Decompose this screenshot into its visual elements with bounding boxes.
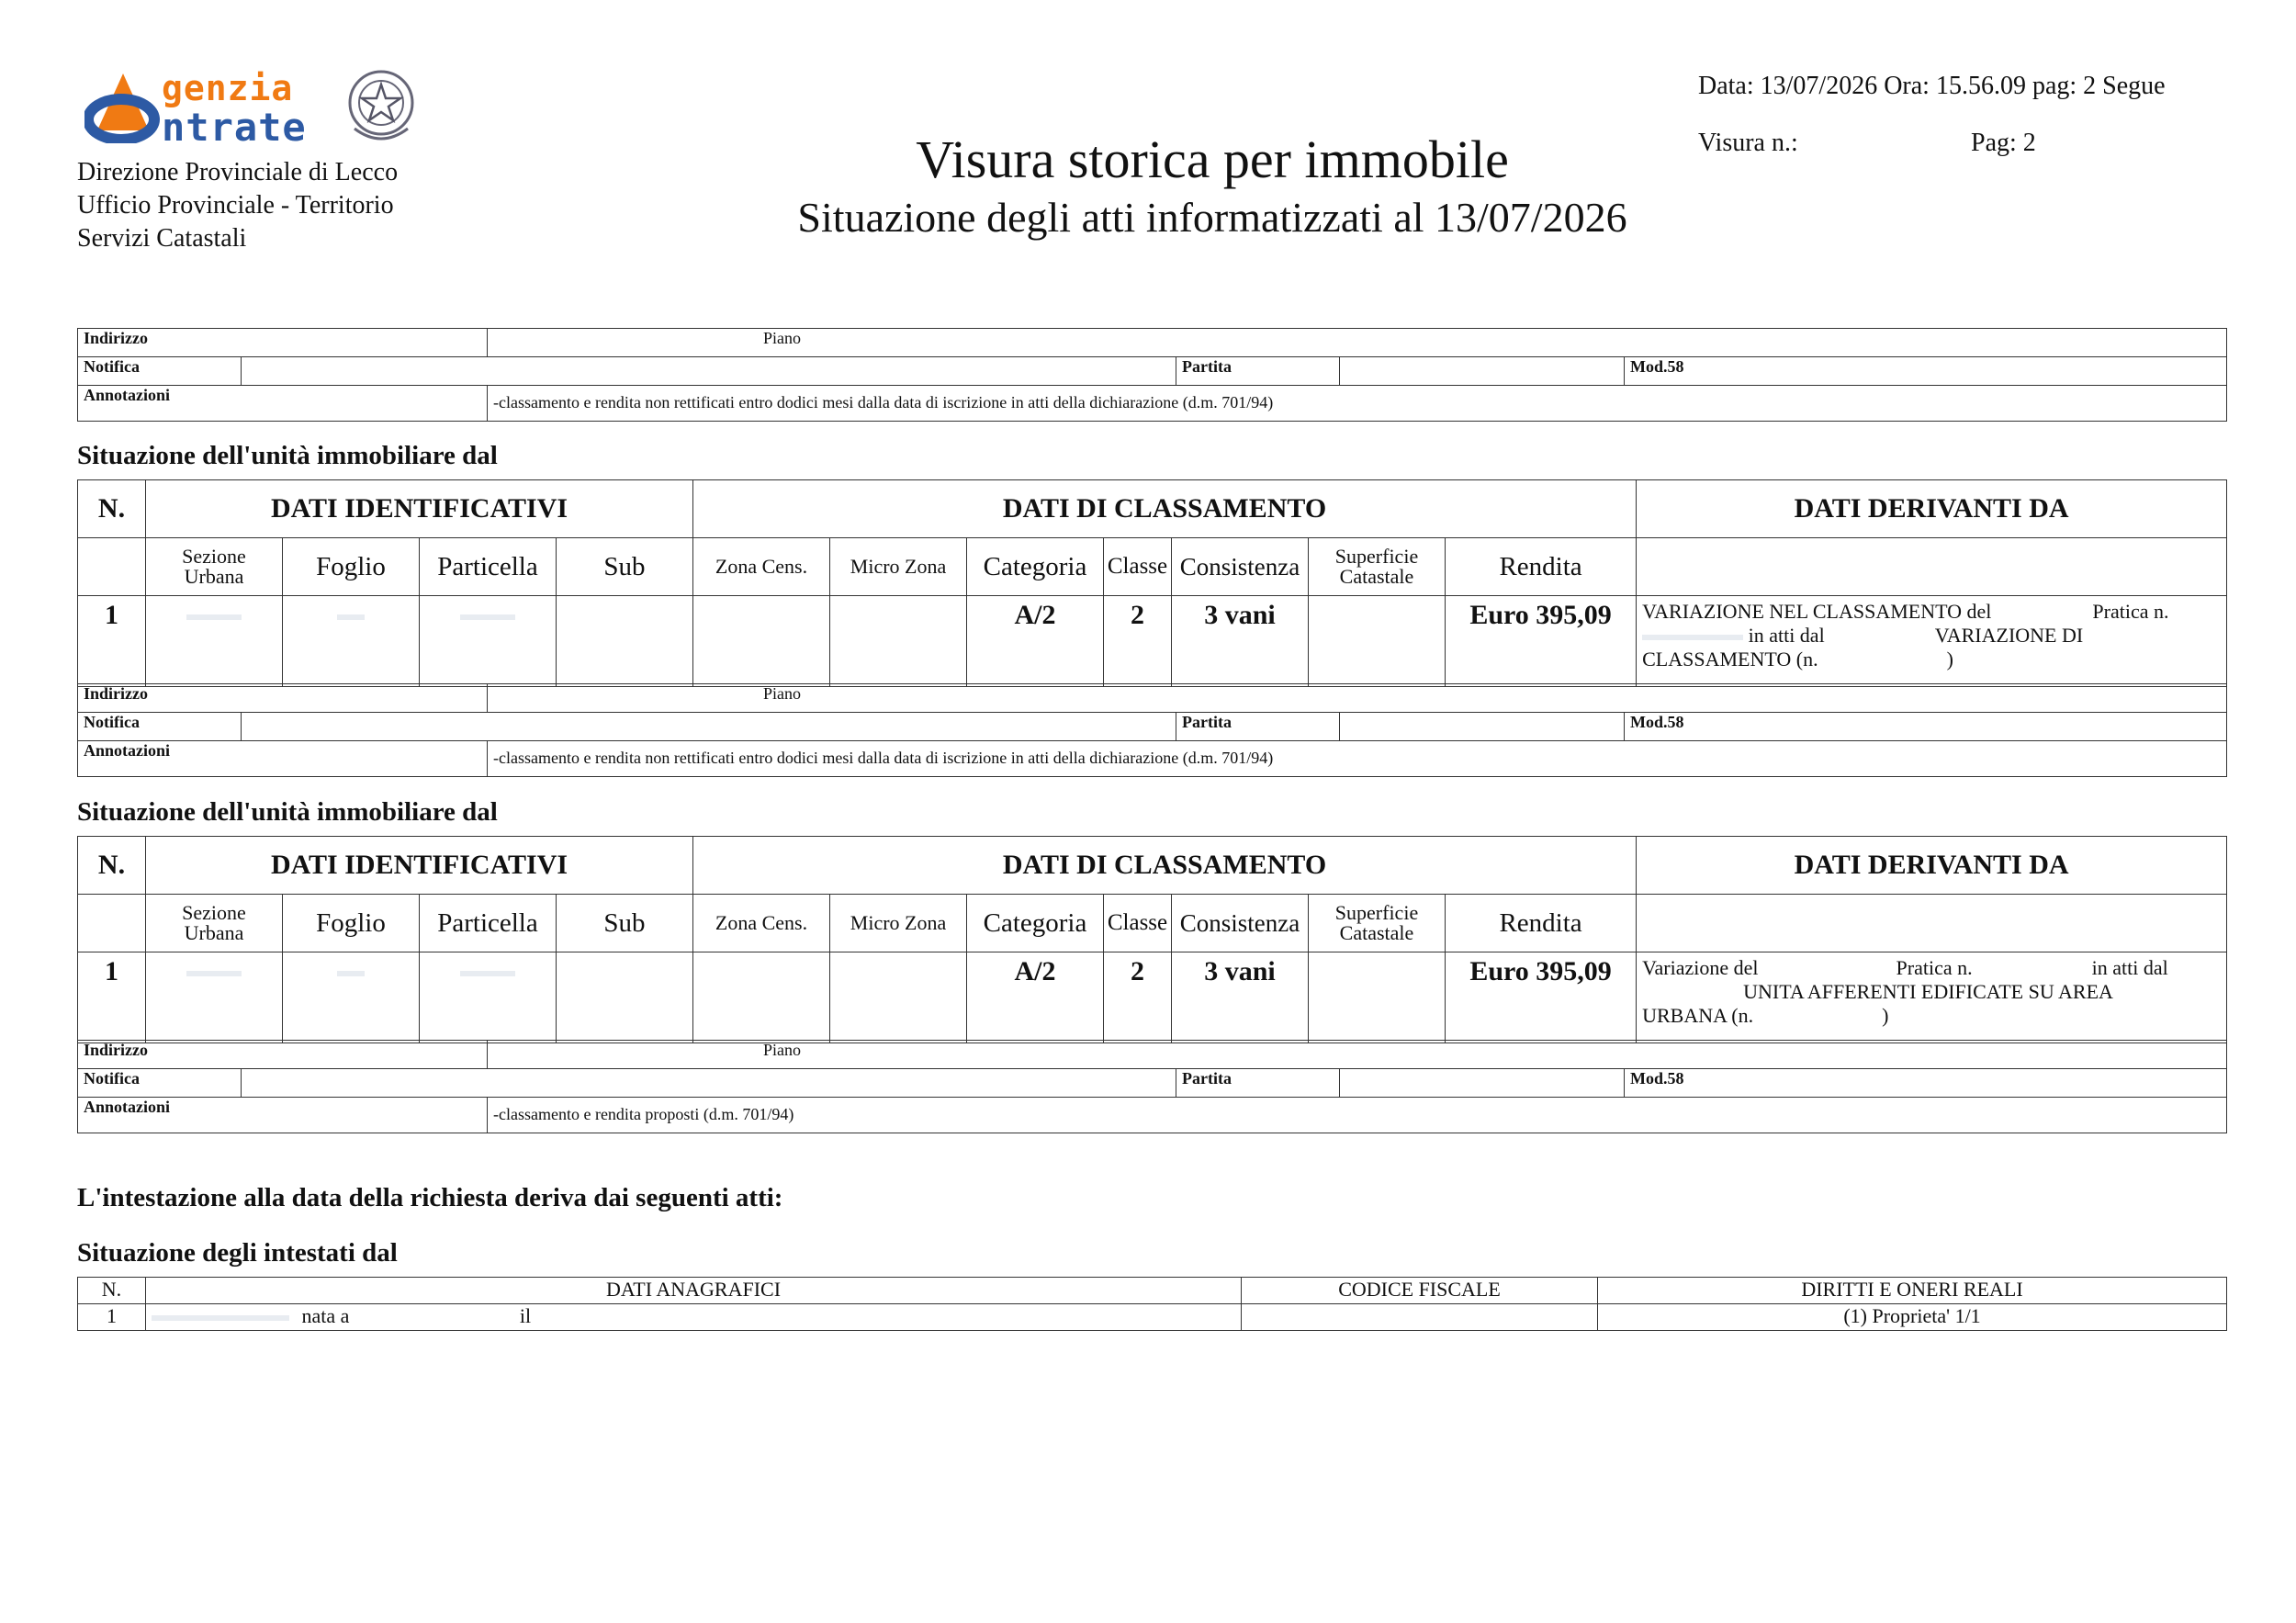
annotazioni-text: -classamento e rendita proposti (d.m. 701/94) (488, 1098, 2227, 1133)
subheader-particella: Particella (420, 538, 557, 596)
row-n: 1 (78, 1304, 146, 1331)
row-categoria: A/2 (967, 596, 1104, 687)
row-categoria: A/2 (967, 952, 1104, 1043)
intestati-table (77, 1277, 2227, 1331)
row-consistenza: 3 vani (1172, 952, 1309, 1043)
header-n: N. (78, 480, 146, 538)
subheader-sub: Sub (557, 538, 693, 596)
subheader-categoria: Categoria (967, 538, 1104, 596)
notifica-value (242, 357, 1176, 386)
indirizzo-label: Indirizzo (78, 1041, 488, 1069)
subheader-consistenza: Consistenza (1172, 895, 1309, 952)
subheader-foglio: Foglio (283, 538, 420, 596)
col-n: N. (78, 1278, 146, 1304)
table-row (78, 596, 2227, 687)
subheader-classe: Classe (1104, 895, 1172, 952)
intestati-subtitle: Situazione degli intestati dal (77, 1238, 398, 1268)
subheader-superficie: Superficie Catastale (1309, 895, 1446, 952)
header-classamento: DATI DI CLASSAMENTO (693, 837, 1637, 895)
subheader-sub: Sub (557, 895, 693, 952)
subheader-consistenza: Consistenza (1172, 538, 1309, 596)
notifica-label: Notifica (78, 357, 242, 386)
logo-text-top: genzia (162, 68, 294, 108)
row-derivanti: VARIAZIONE NEL CLASSAMENTO del Pratica n. in atti dal VARIAZIONE DI CLASSAMENTO (n. ) (1637, 596, 2227, 687)
indirizzo-label: Indirizzo (78, 684, 488, 713)
row-derivanti: Variazione del Pratica n. in atti dal UNITA AFFERENTI EDIFICATE SU AREA URBANA (n. ) (1637, 952, 2227, 1043)
piano-label: Piano (488, 329, 2227, 357)
subheader-zona: Zona Cens. (693, 895, 830, 952)
row-classe: 2 (1104, 952, 1172, 1043)
intestazione-title: L'intestazione alla data della richiesta deriva dai seguenti atti: (77, 1183, 783, 1212)
page-subtitle: Situazione degli atti informatizzati al 13/07/2026 (797, 194, 1627, 241)
indirizzo-label: Indirizzo (78, 329, 488, 357)
section-1-table (77, 479, 2227, 687)
subheader-rendita: Rendita (1446, 895, 1637, 952)
row-anagrafici: nata a il (146, 1304, 1242, 1331)
header-n: N. (78, 837, 146, 895)
row-diritti: (1) Proprieta' 1/1 (1598, 1304, 2227, 1331)
header-derivanti: DATI DERIVANTI DA (1637, 837, 2227, 895)
subheader-sezione: Sezione Urbana (146, 538, 283, 596)
piano-label: Piano (488, 684, 2227, 713)
col-diritti: DIRITTI E ONERI REALI (1598, 1278, 2227, 1304)
row-sezione (146, 596, 283, 687)
partita-value (1340, 357, 1625, 386)
piano-label: Piano (488, 1041, 2227, 1069)
col-codice-fiscale: CODICE FISCALE (1242, 1278, 1598, 1304)
row-n: 1 (78, 596, 146, 687)
subheader-micro: Micro Zona (830, 538, 967, 596)
mod58-label: Mod.58 (1625, 713, 2227, 741)
logo-text-bottom: ntrate (162, 105, 307, 150)
row-foglio (283, 596, 420, 687)
office-line-3: Servizi Catastali (77, 224, 247, 253)
annotazioni-text: -classamento e rendita non rettificati entro dodici mesi dalla data di iscrizione in atti della dichiarazione (d.m. 701/94) (488, 386, 2227, 422)
section-2-address-table (77, 1040, 2227, 1133)
partita-label: Partita (1176, 357, 1340, 386)
notifica-label: Notifica (78, 1069, 242, 1098)
subheader-superficie: Superficie Catastale (1309, 538, 1446, 596)
row-particella (420, 952, 557, 1043)
section-2-table (77, 836, 2227, 1043)
subheader-foglio: Foglio (283, 895, 420, 952)
partita-label: Partita (1176, 713, 1340, 741)
section-1-address-table (77, 683, 2227, 777)
row-rendita: Euro 395,09 (1446, 596, 1637, 687)
subheader-rendita: Rendita (1446, 538, 1637, 596)
subheader-micro: Micro Zona (830, 895, 967, 952)
page-number: Pag: 2 (1971, 129, 2036, 157)
notifica-label: Notifica (78, 713, 242, 741)
subheader-zona: Zona Cens. (693, 538, 830, 596)
annotazioni-label: Annotazioni (78, 741, 488, 777)
row-classe: 2 (1104, 596, 1172, 687)
row-particella (420, 596, 557, 687)
mod58-label: Mod.58 (1625, 1069, 2227, 1098)
subheader-classe: Classe (1104, 538, 1172, 596)
header-derivanti: DATI DERIVANTI DA (1637, 480, 2227, 538)
visura-number-label: Visura n.: (1698, 129, 1798, 157)
date-time-page: Data: 13/07/2026 Ora: 15.56.09 pag: 2 Segue (1698, 72, 2166, 100)
row-foglio (283, 952, 420, 1043)
top-address-table (77, 328, 2227, 422)
annotazioni-label: Annotazioni (78, 386, 488, 422)
section-2-title: Situazione dell'unità immobiliare dal (77, 797, 498, 827)
subheader-categoria: Categoria (967, 895, 1104, 952)
section-1-title: Situazione dell'unità immobiliare dal (77, 441, 498, 470)
table-row (78, 952, 2227, 1043)
annotazioni-label: Annotazioni (78, 1098, 488, 1133)
partita-label: Partita (1176, 1069, 1340, 1098)
header-identificativi: DATI IDENTIFICATIVI (146, 480, 693, 538)
row-consistenza: 3 vani (1172, 596, 1309, 687)
subheader-particella: Particella (420, 895, 557, 952)
header-identificativi: DATI IDENTIFICATIVI (146, 837, 693, 895)
row-rendita: Euro 395,09 (1446, 952, 1637, 1043)
office-line-2: Ufficio Provinciale - Territorio (77, 191, 394, 220)
office-line-1: Direzione Provinciale di Lecco (77, 158, 399, 186)
col-anagrafici: DATI ANAGRAFICI (146, 1278, 1242, 1304)
row-n: 1 (78, 952, 146, 1043)
annotazioni-text: -classamento e rendita non rettificati entro dodici mesi dalla data di iscrizione in atti della dichiarazione (d.m. 701/94) (488, 741, 2227, 777)
header-classamento: DATI DI CLASSAMENTO (693, 480, 1637, 538)
row-codice-fiscale (1242, 1304, 1598, 1331)
table-row (78, 1304, 2227, 1331)
row-sezione (146, 952, 283, 1043)
page-title: Visura storica per immobile (916, 130, 1509, 189)
mod58-label: Mod.58 (1625, 357, 2227, 386)
subheader-sezione: Sezione Urbana (146, 895, 283, 952)
